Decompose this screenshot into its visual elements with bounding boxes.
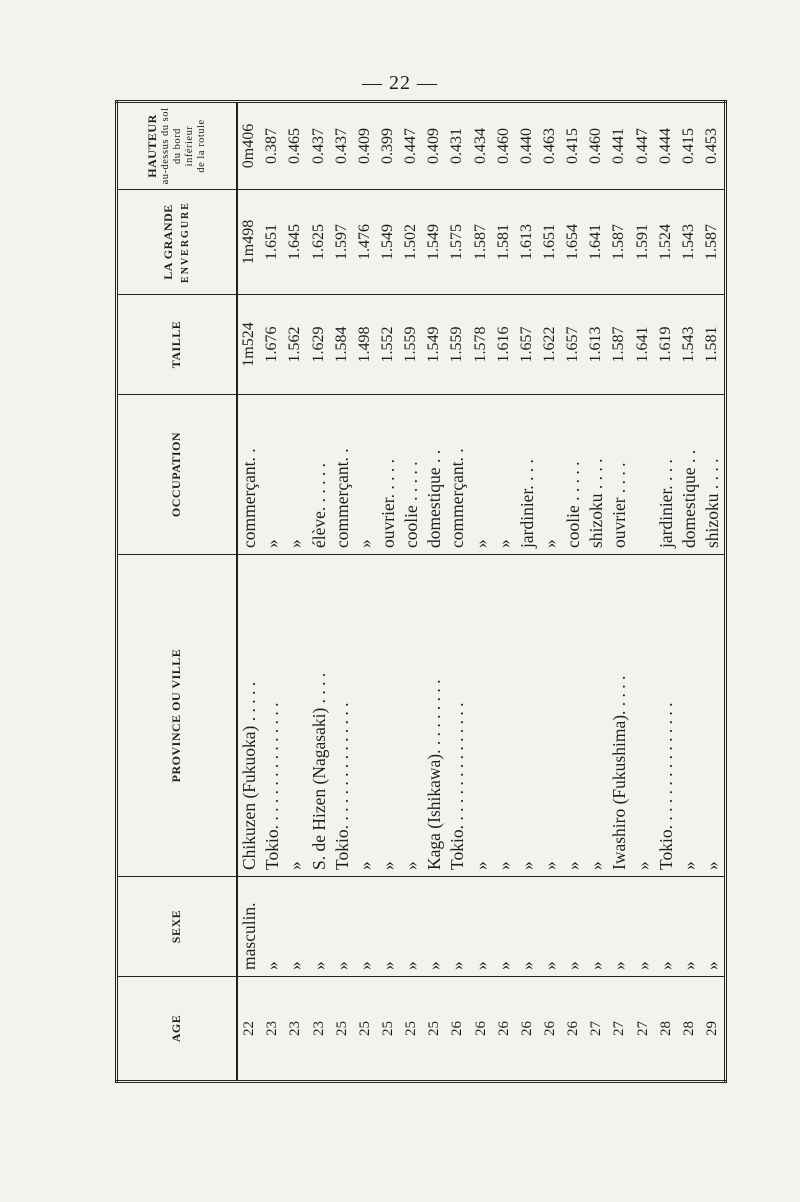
cell-occupation: » bbox=[284, 395, 307, 555]
cell-hauteur: 0.463 bbox=[539, 102, 562, 190]
table-row bbox=[423, 102, 446, 1082]
cell-sexe: » bbox=[631, 877, 654, 977]
cell-sexe: masculin. bbox=[237, 877, 261, 977]
cell-taille: 1.657 bbox=[516, 295, 539, 395]
table-row bbox=[307, 102, 330, 1082]
cell-sexe: » bbox=[608, 877, 631, 977]
table-row bbox=[331, 102, 354, 1082]
cell-taille: 1.578 bbox=[469, 295, 492, 395]
header-sexe: SEXE bbox=[117, 877, 238, 977]
header-hauteur-line3: du bord inférieur bbox=[171, 125, 195, 167]
cell-sexe: » bbox=[354, 877, 377, 977]
cell-age: 25 bbox=[331, 977, 354, 1082]
cell-hauteur: 0.444 bbox=[655, 102, 678, 190]
cell-hauteur: 0.441 bbox=[608, 102, 631, 190]
cell-sexe: » bbox=[469, 877, 492, 977]
cell-age: 26 bbox=[539, 977, 562, 1082]
cell-occupation: coolie . . . . . bbox=[562, 395, 585, 555]
cell-province: » bbox=[539, 555, 562, 877]
cell-occupation: commerçant. . bbox=[446, 395, 469, 555]
table-row bbox=[631, 102, 654, 1082]
cell-hauteur: 0.415 bbox=[678, 102, 701, 190]
cell-sexe: » bbox=[562, 877, 585, 977]
cell-sexe: » bbox=[331, 877, 354, 977]
cell-age: 23 bbox=[307, 977, 330, 1082]
cell-envergure: 1.654 bbox=[562, 190, 585, 295]
cell-envergure: 1.581 bbox=[493, 190, 516, 295]
measurement-table bbox=[115, 100, 727, 1083]
cell-province: » bbox=[354, 555, 377, 877]
cell-hauteur: 0.409 bbox=[354, 102, 377, 190]
cell-hauteur: 0.434 bbox=[469, 102, 492, 190]
cell-province: » bbox=[631, 555, 654, 877]
cell-envergure: 1m498 bbox=[237, 190, 261, 295]
cell-taille: 1.562 bbox=[284, 295, 307, 395]
cell-sexe: » bbox=[655, 877, 678, 977]
cell-envergure: 1.587 bbox=[469, 190, 492, 295]
cell-envergure: 1.543 bbox=[678, 190, 701, 295]
cell-envergure: 1.549 bbox=[377, 190, 400, 295]
cell-age: 26 bbox=[562, 977, 585, 1082]
cell-province: » bbox=[469, 555, 492, 877]
cell-occupation bbox=[631, 395, 654, 555]
cell-taille: 1.552 bbox=[377, 295, 400, 395]
cell-occupation: » bbox=[261, 395, 284, 555]
header-hauteur bbox=[117, 102, 238, 190]
cell-occupation: jardinier. . . . bbox=[516, 395, 539, 555]
cell-age: 27 bbox=[585, 977, 608, 1082]
header-envergure-line1: LA GRANDE bbox=[161, 204, 176, 280]
cell-envergure: 1.502 bbox=[400, 190, 423, 295]
cell-hauteur: 0.460 bbox=[585, 102, 608, 190]
cell-sexe: » bbox=[377, 877, 400, 977]
table-row bbox=[261, 102, 284, 1082]
cell-province: » bbox=[516, 555, 539, 877]
cell-taille: 1.613 bbox=[585, 295, 608, 395]
cell-envergure: 1.645 bbox=[284, 190, 307, 295]
table-row bbox=[608, 102, 631, 1082]
cell-province: Tokio. . . . . . . . . . . . . . . bbox=[446, 555, 469, 877]
header-envergure-line2: ENVERGURE bbox=[180, 201, 192, 283]
cell-province: » bbox=[284, 555, 307, 877]
cell-envergure: 1.613 bbox=[516, 190, 539, 295]
table-row bbox=[493, 102, 516, 1082]
header-hauteur-line1: HAUTEUR bbox=[144, 114, 159, 178]
table-row bbox=[539, 102, 562, 1082]
cell-province: » bbox=[562, 555, 585, 877]
cell-hauteur: 0.437 bbox=[307, 102, 330, 190]
cell-occupation: ouvrier . . . . bbox=[608, 395, 631, 555]
cell-sexe: » bbox=[493, 877, 516, 977]
cell-occupation: » bbox=[469, 395, 492, 555]
cell-taille: 1.559 bbox=[400, 295, 423, 395]
cell-occupation: ouvrier. . . . . bbox=[377, 395, 400, 555]
cell-province: » bbox=[493, 555, 516, 877]
cell-taille: 1.559 bbox=[446, 295, 469, 395]
cell-sexe: » bbox=[307, 877, 330, 977]
table-row bbox=[446, 102, 469, 1082]
cell-occupation: » bbox=[354, 395, 377, 555]
cell-envergure: 1.575 bbox=[446, 190, 469, 295]
cell-hauteur: 0.415 bbox=[562, 102, 585, 190]
cell-province: » bbox=[400, 555, 423, 877]
table-row bbox=[400, 102, 423, 1082]
cell-age: 26 bbox=[469, 977, 492, 1082]
table-body bbox=[237, 102, 726, 1082]
cell-age: 25 bbox=[377, 977, 400, 1082]
header-taille: TAILLE bbox=[117, 295, 238, 395]
cell-hauteur: 0.447 bbox=[400, 102, 423, 190]
cell-sexe: » bbox=[400, 877, 423, 977]
cell-taille: 1.657 bbox=[562, 295, 585, 395]
cell-sexe: » bbox=[261, 877, 284, 977]
cell-occupation: jardinier. . . . bbox=[655, 395, 678, 555]
cell-envergure: 1.587 bbox=[701, 190, 726, 295]
cell-hauteur: 0.447 bbox=[631, 102, 654, 190]
cell-sexe: » bbox=[423, 877, 446, 977]
cell-hauteur: 0.465 bbox=[284, 102, 307, 190]
cell-age: 23 bbox=[261, 977, 284, 1082]
cell-taille: 1.676 bbox=[261, 295, 284, 395]
cell-province: » bbox=[585, 555, 608, 877]
cell-taille: 1.498 bbox=[354, 295, 377, 395]
cell-province: » bbox=[678, 555, 701, 877]
cell-age: 25 bbox=[354, 977, 377, 1082]
cell-age: 26 bbox=[446, 977, 469, 1082]
cell-occupation: domestique . . bbox=[423, 395, 446, 555]
cell-province: » bbox=[377, 555, 400, 877]
cell-envergure: 1.597 bbox=[331, 190, 354, 295]
cell-occupation: domestique . . bbox=[678, 395, 701, 555]
cell-province: Kaga (Ishikawa). . . . . . . . . bbox=[423, 555, 446, 877]
header-occupation: OCCUPATION bbox=[117, 395, 238, 555]
cell-province: S. de Hizen (Nagasaki) . . . . bbox=[307, 555, 330, 877]
cell-hauteur: 0.431 bbox=[446, 102, 469, 190]
cell-province: Chikuzen (Fukuoka) . . . . . bbox=[237, 555, 261, 877]
cell-envergure: 1.476 bbox=[354, 190, 377, 295]
cell-taille: 1.641 bbox=[631, 295, 654, 395]
header-envergure bbox=[117, 190, 238, 295]
measurement-table-frame bbox=[115, 103, 727, 1083]
cell-hauteur: 0.437 bbox=[331, 102, 354, 190]
cell-envergure: 1.549 bbox=[423, 190, 446, 295]
cell-hauteur: 0.453 bbox=[701, 102, 726, 190]
table-row bbox=[237, 102, 261, 1082]
table-row bbox=[678, 102, 701, 1082]
cell-province: Iwashiro (Fukushima). . . . . bbox=[608, 555, 631, 877]
cell-sexe: » bbox=[539, 877, 562, 977]
cell-age: 27 bbox=[631, 977, 654, 1082]
header-age: AGE bbox=[117, 977, 238, 1082]
table-row bbox=[377, 102, 400, 1082]
cell-hauteur: 0m406 bbox=[237, 102, 261, 190]
table-row bbox=[469, 102, 492, 1082]
header-hauteur-line4: de la rotule bbox=[195, 119, 207, 173]
table-row bbox=[701, 102, 726, 1082]
cell-occupation: élève. . . . . . bbox=[307, 395, 330, 555]
cell-age: 25 bbox=[423, 977, 446, 1082]
header-province: PROVINCE OU VILLE bbox=[117, 555, 238, 877]
cell-age: 25 bbox=[400, 977, 423, 1082]
cell-sexe: » bbox=[516, 877, 539, 977]
cell-age: 23 bbox=[284, 977, 307, 1082]
cell-taille: 1.581 bbox=[701, 295, 726, 395]
cell-hauteur: 0.460 bbox=[493, 102, 516, 190]
cell-sexe: » bbox=[585, 877, 608, 977]
cell-envergure: 1.591 bbox=[631, 190, 654, 295]
cell-province: » bbox=[701, 555, 726, 877]
cell-occupation: » bbox=[539, 395, 562, 555]
cell-occupation: » bbox=[493, 395, 516, 555]
table-row bbox=[516, 102, 539, 1082]
cell-taille: 1.587 bbox=[608, 295, 631, 395]
cell-hauteur: 0.399 bbox=[377, 102, 400, 190]
cell-occupation: shizoku . . . . bbox=[585, 395, 608, 555]
cell-envergure: 1.524 bbox=[655, 190, 678, 295]
cell-taille: 1.629 bbox=[307, 295, 330, 395]
table-header-row bbox=[117, 102, 238, 1082]
table-row bbox=[562, 102, 585, 1082]
page-number: — 22 — bbox=[362, 72, 438, 94]
cell-hauteur: 0.387 bbox=[261, 102, 284, 190]
cell-province: Tokio. . . . . . . . . . . . . . . bbox=[331, 555, 354, 877]
cell-taille: 1.619 bbox=[655, 295, 678, 395]
cell-province: Tokio. . . . . . . . . . . . . . . bbox=[655, 555, 678, 877]
cell-occupation: commerçant. . bbox=[237, 395, 261, 555]
cell-taille: 1.622 bbox=[539, 295, 562, 395]
table-row bbox=[354, 102, 377, 1082]
cell-occupation: shizoku . . . . bbox=[701, 395, 726, 555]
table-row bbox=[284, 102, 307, 1082]
cell-taille: 1.584 bbox=[331, 295, 354, 395]
cell-envergure: 1.651 bbox=[261, 190, 284, 295]
cell-taille: 1.549 bbox=[423, 295, 446, 395]
cell-envergure: 1.625 bbox=[307, 190, 330, 295]
cell-occupation: commerçant. . bbox=[331, 395, 354, 555]
cell-taille: 1m524 bbox=[237, 295, 261, 395]
rotated-table-container bbox=[115, 103, 727, 1083]
cell-sexe: » bbox=[446, 877, 469, 977]
cell-envergure: 1.587 bbox=[608, 190, 631, 295]
cell-province: Tokio. . . . . . . . . . . . . . . bbox=[261, 555, 284, 877]
cell-hauteur: 0.440 bbox=[516, 102, 539, 190]
cell-sexe: » bbox=[701, 877, 726, 977]
cell-occupation: coolie . . . . . bbox=[400, 395, 423, 555]
cell-envergure: 1.651 bbox=[539, 190, 562, 295]
cell-sexe: » bbox=[678, 877, 701, 977]
cell-age: 28 bbox=[655, 977, 678, 1082]
cell-taille: 1.543 bbox=[678, 295, 701, 395]
cell-age: 29 bbox=[701, 977, 726, 1082]
table-row bbox=[655, 102, 678, 1082]
cell-taille: 1.616 bbox=[493, 295, 516, 395]
cell-age: 28 bbox=[678, 977, 701, 1082]
cell-sexe: » bbox=[284, 877, 307, 977]
cell-envergure: 1.641 bbox=[585, 190, 608, 295]
cell-hauteur: 0.409 bbox=[423, 102, 446, 190]
cell-age: 26 bbox=[516, 977, 539, 1082]
cell-age: 27 bbox=[608, 977, 631, 1082]
cell-age: 26 bbox=[493, 977, 516, 1082]
cell-age: 22 bbox=[237, 977, 261, 1082]
header-hauteur-line2: au-dessus du sol bbox=[159, 107, 171, 185]
table-row bbox=[585, 102, 608, 1082]
